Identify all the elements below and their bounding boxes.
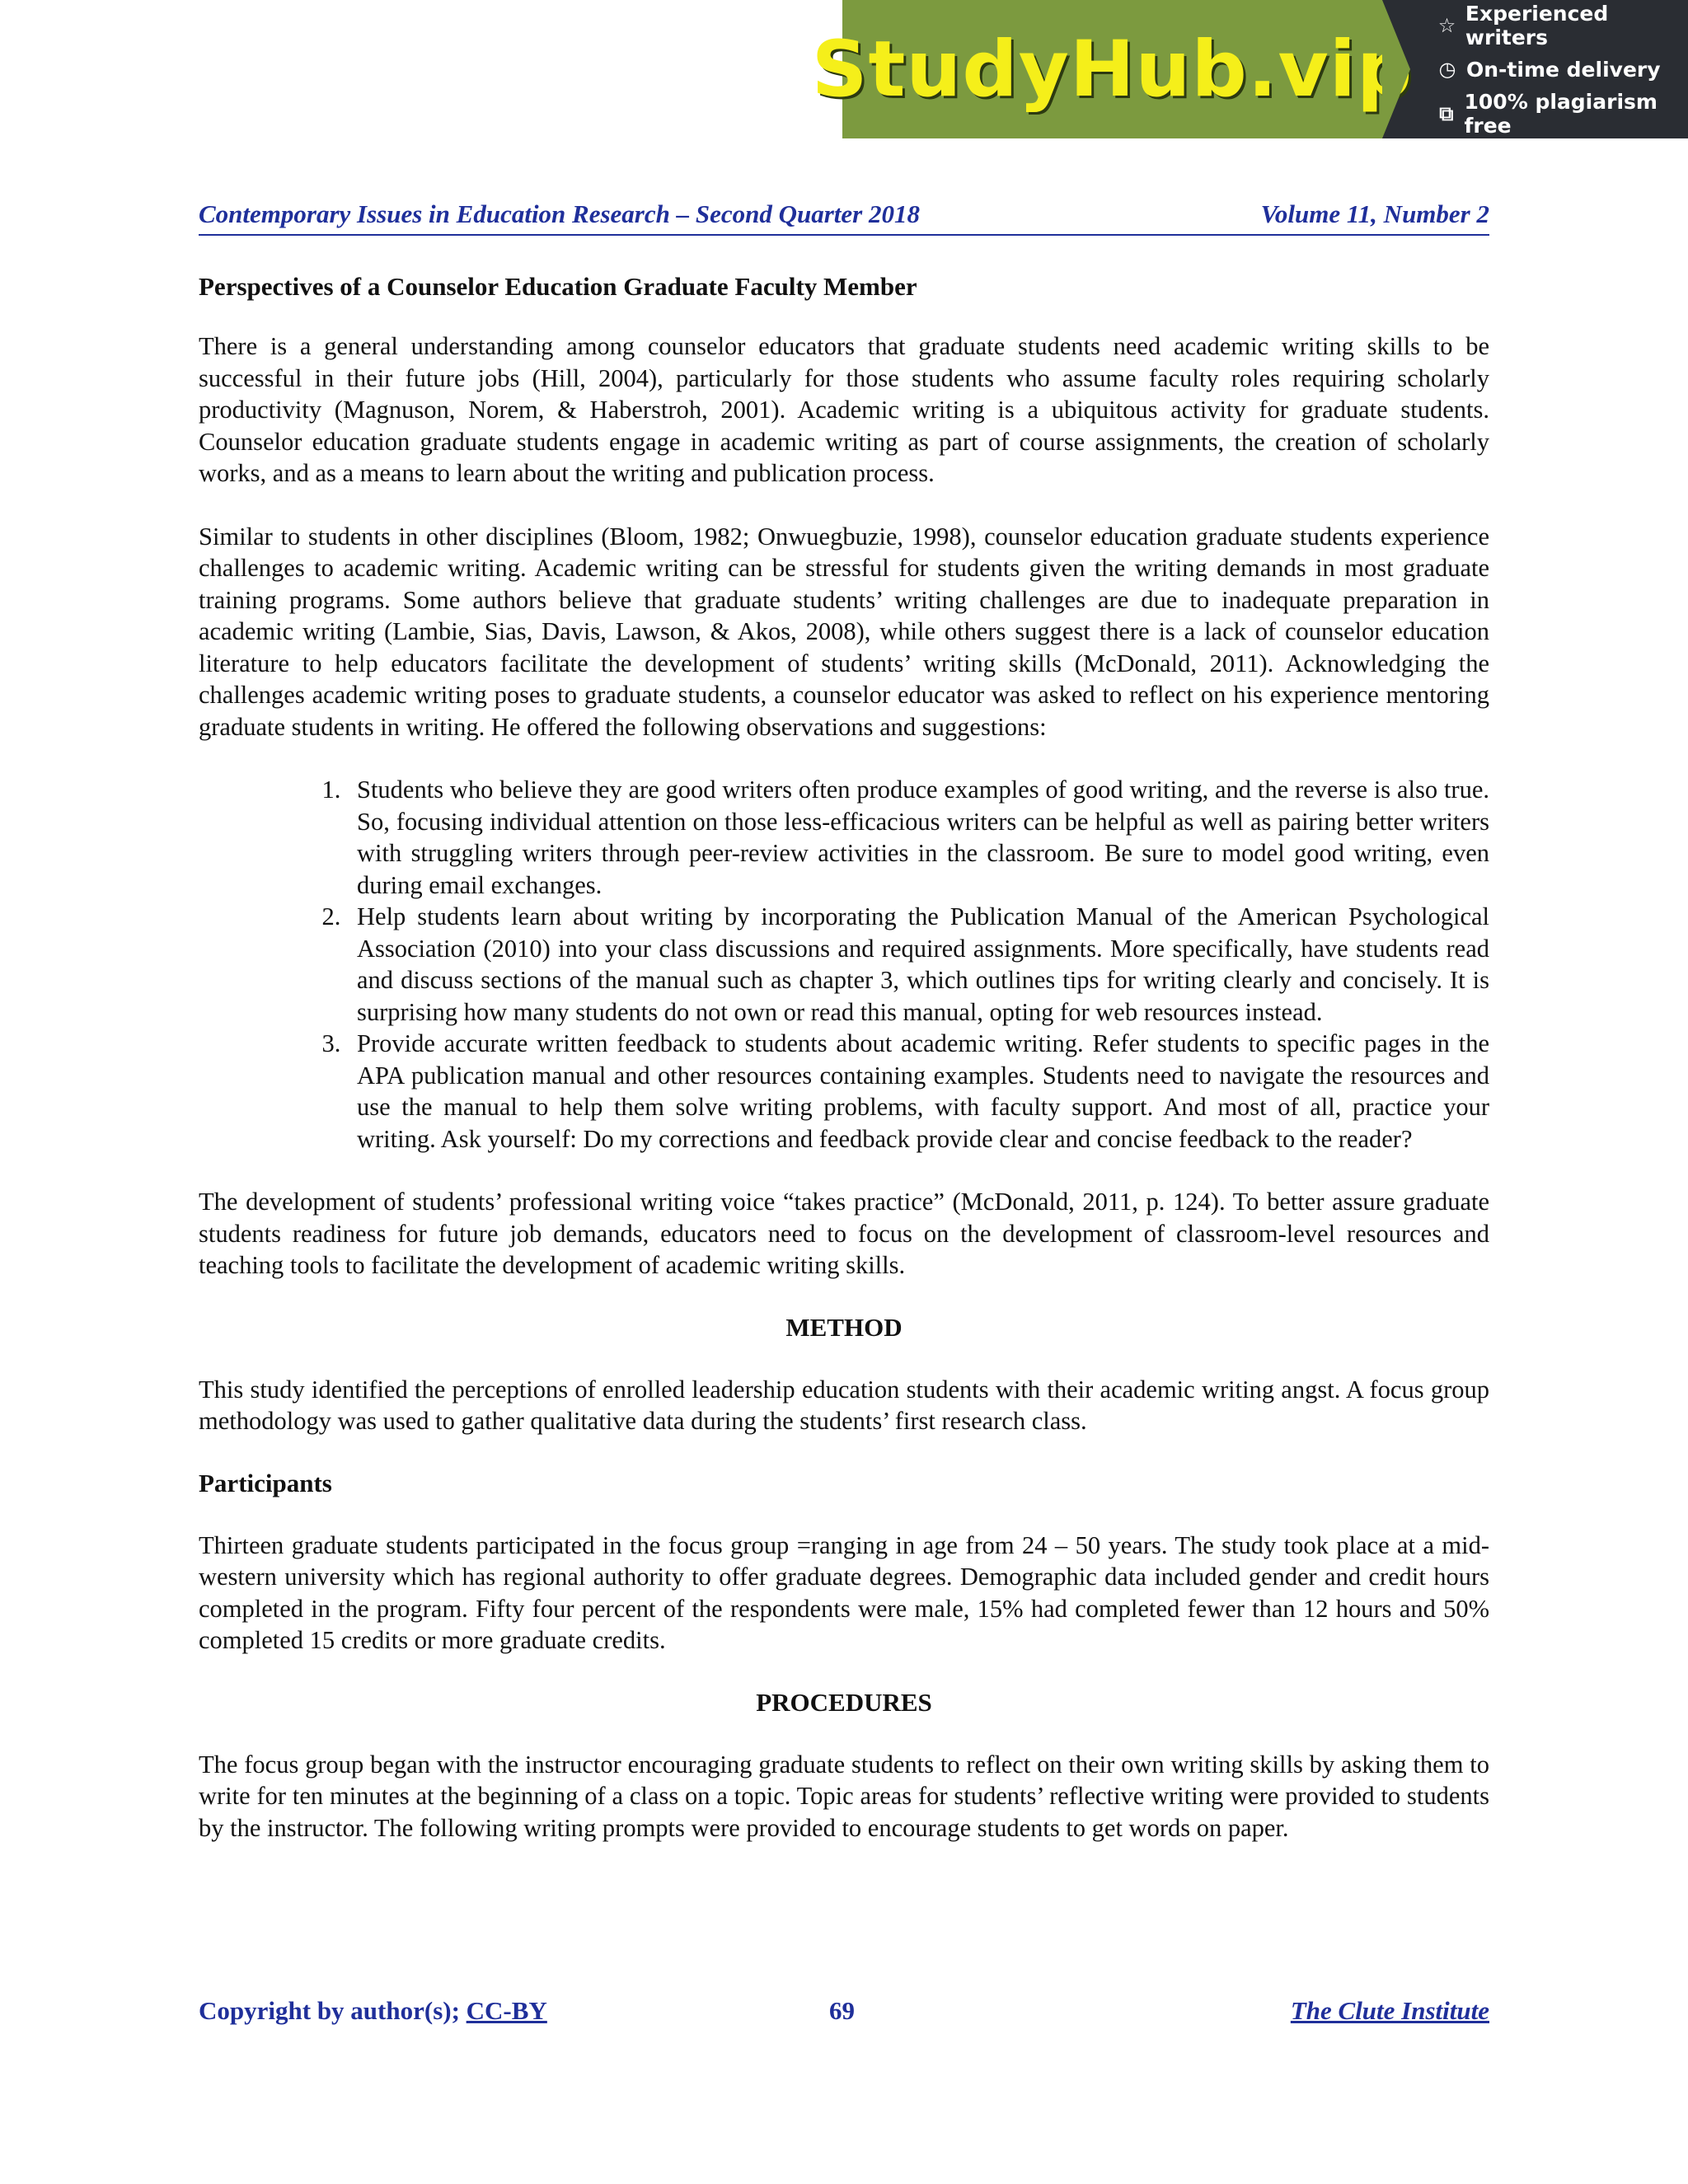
license-link[interactable]: CC-BY xyxy=(466,1996,547,2025)
banner-feature-writers xyxy=(1437,2,1688,49)
copyright-notice xyxy=(199,1994,547,2027)
running-header xyxy=(199,194,1489,236)
procedures-paragraph: The focus group began with the instructor encouraging graduate students to reflect on their own writing skills by asking them to write for ten minutes at the beginning of a class on a topic. Topic areas for students’ reflective writing were provided to students by the instructor. The following writing prompts were provided to encourage students to get words on paper. xyxy=(199,1750,1489,1842)
page-number: 69 xyxy=(829,1996,855,2025)
banner-logo-panel xyxy=(811,0,1414,138)
journal-title: Contemporary Issues in Education Research – Second Quarter 2018 xyxy=(199,199,920,228)
procedures-heading: PROCEDURES xyxy=(756,1687,932,1717)
list-item: 1. Students who believe they are good writers often produce examples of good writing, and the reverse is also true. So, focusing individual attention on those less-efficacious writers can be helpful as well as pairing better writers with struggling writers through peer-review activities in the classroom. Be sure to model good writing, even during email exchanges. xyxy=(347,774,1489,901)
copy-icon: ⧉ xyxy=(1439,101,1454,125)
banner-feature-label: 100% plagiarism free xyxy=(1464,89,1658,138)
studyhub-banner[interactable] xyxy=(811,0,1688,138)
volume-number: Volume 11, Number 2 xyxy=(1260,199,1489,228)
copyright-text: Copyright by author(s); xyxy=(199,1996,467,2025)
method-paragraph: This study identified the perceptions of enrolled leadership education students with their academic writing angst. A focus group methodology was used to gather qualitative data during the students’ first research class. xyxy=(199,1375,1489,1435)
document-page xyxy=(199,194,1489,1844)
participants-heading: Participants xyxy=(199,1468,332,1497)
banner-feature-label: Experienced writers xyxy=(1465,1,1609,49)
banner-feature-plagiarism xyxy=(1437,90,1688,138)
banner-feature-label: On-time delivery xyxy=(1466,57,1661,82)
publisher-link[interactable]: The Clute Institute xyxy=(1290,1996,1489,2025)
banner-features xyxy=(1382,0,1688,138)
paragraph: The development of students’ professional writing voice “takes practice” (McDonald, 2011, p. 124). To better assure graduate students readiness for future job demands, educators need to focus on the development of classroom-level resources and teaching tools to facilitate the development of academic writing skills. xyxy=(199,1188,1489,1279)
list-item: 2. Help students learn about writing by incorporating the Publication Manual of the American Psychological Association (2010) into your class discussions and required assignments. More specifically, have students read and discuss sections of the manual such as chapter 3, which outlines tips for writing clearly and concisely. It is surprising how many students do not own or read this manual, opting for web resources instead. xyxy=(347,901,1489,1028)
page-footer xyxy=(199,1994,1489,2027)
participants-paragraph: Thirteen graduate students participated in the focus group =ranging in age from 24 – 50 years. The study took place at a mid-western university which has regional authority to offer graduate degrees. Demographic data included gender and credit hours completed in the program. Fifty four percent of the respondents were male, 15% had completed fewer than 12 hours and 50% completed 15 credits or more graduate credits. xyxy=(199,1530,1489,1654)
star-icon: ☆ xyxy=(1437,13,1456,37)
section-title: Perspectives of a Counselor Education Graduate Faculty Member xyxy=(199,272,917,301)
list-item: 3. Provide accurate written feedback to students about academic writing. Refer students to specific pages in the APA publication manual and other resources containing examples. Students need to navigate the resources and use the manual to help them solve writing problems, with faculty support. And most of all, practice your writing. Ask yourself: Do my corrections and feedback provide clear and concise feedback to the reader? xyxy=(347,1028,1489,1155)
suggestions-list xyxy=(199,774,1489,1155)
paragraph: There is a general understanding among counselor educators that graduate students need academic writing skills to be successful in their future jobs (Hill, 2004), particularly for those students who assume faculty roles requiring scholarly productivity (Magnuson, Norem, & Haberstroh, 2001). Academic writing is a ubiquitous activity for graduate students. Counselor education graduate students engage in academic writing as part of course assignments, the creation of scholarly works, and as a means to learn about the writing and publication process. xyxy=(199,332,1489,487)
studyhub-logo: StudyHub.vip xyxy=(811,24,1414,115)
paragraph: Similar to students in other disciplines (Bloom, 1982; Onwuegbuzie, 1998), counselor education graduate students experience challenges to academic writing. Academic writing can be stressful for students given the writing demands in most graduate training programs. Some authors believe that graduate students’ writing challenges are due to inadequate preparation in academic writing (Lambie, Sias, Davis, Lawson, & Akos, 2008), while others suggest there is a lack of counselor education literature to help educators facilitate the development of students’ writing skills (McDonald, 2011). Acknowledging the challenges academic writing poses to graduate students, a counselor educator was asked to reflect on his experience mentoring graduate students in writing. He offered the following observations and suggestions: xyxy=(199,522,1489,741)
banner-notch xyxy=(1382,0,1410,138)
clock-icon: ◷ xyxy=(1438,58,1456,81)
banner-feature-delivery xyxy=(1437,58,1688,82)
method-heading: METHOD xyxy=(785,1312,903,1342)
